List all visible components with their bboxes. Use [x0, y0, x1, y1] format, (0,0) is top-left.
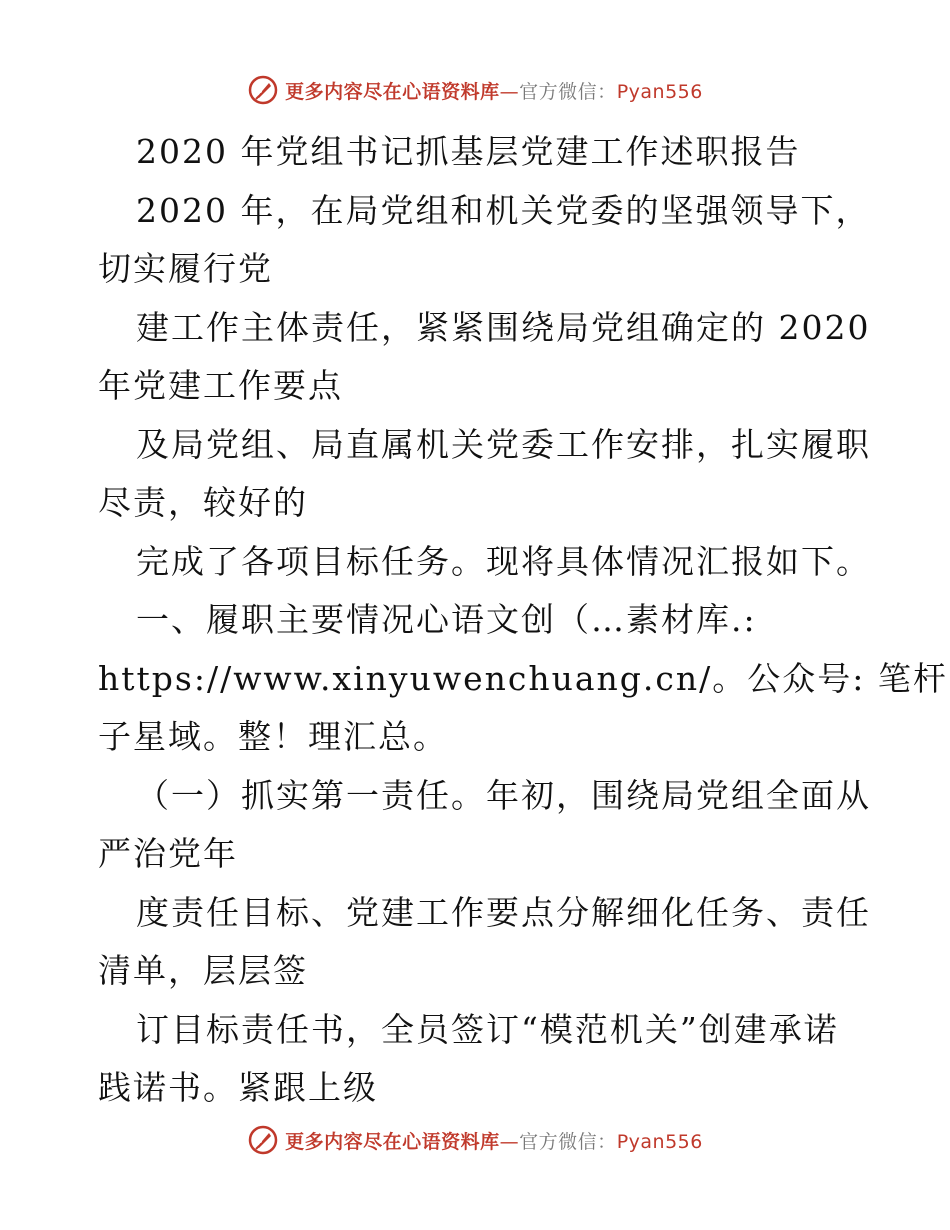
document-title: 2020 年党组书记抓基层党建工作述职报告	[136, 132, 801, 171]
banner-text	[285, 1127, 703, 1154]
banner-dash: —	[499, 1130, 520, 1153]
paragraph-line: 清单，层层签	[98, 951, 308, 990]
paragraph-line: 度责任目标、党建工作要点分解细化任务、责任	[136, 892, 871, 932]
paragraph-line: 完成了各项目标任务。现将具体情况汇报如下。	[136, 541, 871, 581]
paragraph-line-url: https://www.xinyuwenchuang.cn/。公众号: 笔杆	[98, 658, 948, 698]
banner-wechat-id: Pyan556	[616, 80, 703, 103]
paragraph-line: 践诺书。紧跟上级	[98, 1068, 378, 1107]
paragraph-line: 严治党年	[98, 834, 238, 873]
banner-dash: —	[499, 80, 520, 103]
document-body	[98, 123, 948, 1118]
paragraph-line: 订目标责任书，全员签订“模范机关”创建承诺	[136, 1009, 839, 1049]
paragraph-line: 2020 年，在局党组和机关党委的坚强领导下，	[136, 190, 871, 230]
feather-pen-logo-icon	[247, 74, 279, 106]
paragraph-line: 年党建工作要点	[98, 366, 343, 405]
banner-official: 官方微信：	[519, 1130, 617, 1153]
paragraph-line: 切实履行党	[98, 249, 273, 288]
banner-brand: 更多内容尽在心语资料库	[285, 80, 500, 103]
banner-text	[285, 77, 703, 104]
footer-banner	[0, 1120, 950, 1160]
section-heading: 一、履职主要情况心语文创（…素材库.:	[136, 600, 757, 639]
banner-official: 官方微信：	[519, 80, 617, 103]
header-banner	[0, 70, 950, 110]
paragraph-line: 尽责，较好的	[98, 483, 308, 522]
paragraph-line: 及局党组、局直属机关党委工作安排，扎实履职	[136, 424, 871, 464]
banner-brand: 更多内容尽在心语资料库	[285, 1130, 500, 1153]
feather-pen-logo-icon	[247, 1124, 279, 1156]
paragraph-line: 子星域。整！理汇总。	[98, 717, 448, 756]
subsection-heading: （一）抓实第一责任。年初，围绕局党组全面从	[136, 775, 871, 815]
paragraph-line: 建工作主体责任，紧紧围绕局党组确定的 2020	[136, 307, 871, 347]
banner-wechat-id: Pyan556	[616, 1130, 703, 1153]
